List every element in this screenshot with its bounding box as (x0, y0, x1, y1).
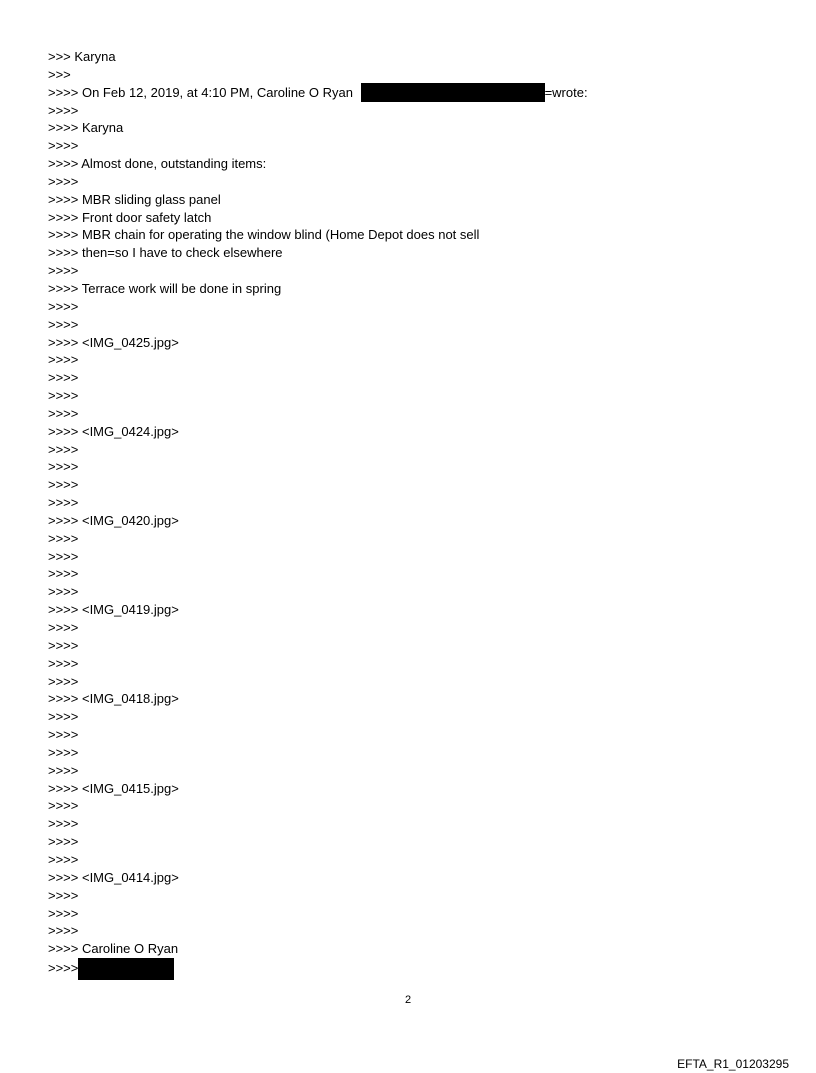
email-line-text: >>>> Caroline O Ryan (48, 941, 179, 957)
email-line (48, 173, 748, 191)
email-line-text: >>>> (48, 566, 79, 582)
email-line (48, 815, 748, 833)
email-line-text: >>>> (48, 905, 79, 921)
email-line (48, 655, 748, 673)
email-line (48, 744, 748, 762)
email-line-text: >>>> (48, 548, 79, 564)
email-line (48, 494, 748, 512)
email-line-text: >>>> (48, 709, 79, 725)
email-line (48, 244, 748, 262)
email-line (48, 191, 748, 209)
email-line-text: >>>> (48, 102, 79, 118)
email-line (48, 209, 748, 227)
email-line-text: >>>> (48, 923, 79, 939)
email-body (48, 48, 748, 976)
page-number: 2 (404, 994, 412, 1006)
email-line (48, 298, 748, 316)
email-line-text: >>>> (48, 263, 79, 279)
email-line-text: >>>> Almost done, outstanding items: (48, 156, 267, 172)
email-line-text: >>>> MBR sliding glass panel (48, 191, 221, 207)
email-line-text: >>> Karyna (48, 49, 116, 64)
email-line (48, 958, 748, 976)
email-line-text: >>>> (48, 298, 79, 314)
email-line (48, 262, 748, 280)
email-line-text: >>>> (48, 370, 79, 386)
email-line (48, 905, 748, 923)
email-line (48, 887, 748, 905)
email-line (48, 548, 748, 566)
wrote-suffix: =wrote: (544, 84, 588, 100)
email-line (48, 690, 748, 708)
email-line-text: >>>> (48, 816, 79, 832)
redaction-box (361, 83, 545, 102)
email-line (48, 619, 748, 637)
email-line (48, 869, 748, 887)
email-line (48, 155, 748, 173)
email-line (48, 369, 748, 387)
email-line-text: >>>> (48, 727, 79, 743)
email-line (48, 833, 748, 851)
email-line-text: >>>> (48, 744, 79, 760)
email-line-text: >>>> (48, 887, 79, 903)
email-line-text: >>>> MBR chain for operating the window blind (Home Depot does not sell (48, 227, 480, 243)
email-line-text: >>>> then=so I have to check elsewhere (48, 245, 283, 261)
email-line-text: >>>> (48, 620, 79, 635)
email-line (48, 458, 748, 476)
email-line-text: >>>> <IMG_0425.jpg> (48, 334, 179, 350)
email-line-text: >>>> (48, 316, 79, 332)
email-line (48, 530, 748, 548)
email-line-text: >>>> (48, 495, 79, 511)
email-line-text: >>>> Front door safety latch (48, 209, 212, 225)
email-line-text: >>>> (48, 173, 79, 189)
email-line (48, 637, 748, 655)
redaction-box (78, 958, 174, 980)
email-line (48, 922, 748, 940)
email-line-text: >>>> Terrace work will be done in spring (48, 280, 282, 296)
email-line-text: >>>> (48, 388, 79, 404)
email-line-text: >>>> (48, 530, 79, 546)
email-line-text: >>>> (48, 798, 79, 814)
email-line (48, 708, 748, 726)
email-line (48, 351, 748, 369)
email-line-text: >>>> <IMG_0415.jpg> (48, 780, 179, 796)
email-line-text: >>>> (48, 834, 79, 850)
email-line (48, 48, 748, 66)
email-line (48, 940, 748, 958)
email-line (48, 316, 748, 334)
email-line-text: >>>> (48, 655, 79, 671)
email-line (48, 102, 748, 120)
email-line-text: >>>> <IMG_0418.jpg> (48, 691, 179, 707)
email-line-text: >>>> (48, 441, 79, 457)
email-line-text: >>>> (48, 352, 79, 368)
email-line-text: >>>> (48, 673, 79, 689)
email-line-text: >>> (48, 66, 71, 82)
document-id: EFTA_R1_01203295 (677, 1057, 789, 1071)
email-line-text: >>>> On Feb 12, 2019, at 4:10 PM, Caroline O Ryan (48, 84, 357, 100)
email-line (48, 797, 748, 815)
email-line-text: >>>> (48, 138, 79, 154)
email-line (48, 405, 748, 423)
email-line-text: >>>> <IMG_0424.jpg> (48, 423, 179, 439)
email-line-text: >>>> <IMG_0419.jpg> (48, 602, 179, 618)
email-line (48, 601, 748, 619)
email-line (48, 226, 748, 244)
email-line-text: >>>> Karyna (48, 120, 124, 136)
email-line-text: >>>> (48, 960, 79, 976)
email-line (48, 512, 748, 530)
email-line (48, 423, 748, 441)
email-line-text: >>>> <IMG_0420.jpg> (48, 512, 179, 528)
email-line-text: >>>> (48, 637, 79, 653)
email-line-text: >>>> (48, 459, 79, 475)
email-line (48, 851, 748, 869)
email-line (48, 441, 748, 459)
email-line (48, 66, 748, 84)
email-line (48, 673, 748, 691)
email-line-text: >>>> (48, 762, 79, 778)
email-line (48, 280, 748, 298)
email-line (48, 119, 748, 137)
email-line-text: >>>> <IMG_0414.jpg> (48, 869, 179, 885)
email-line (48, 726, 748, 744)
email-line-text: >>>> (48, 584, 79, 600)
email-line (48, 780, 748, 798)
email-line (48, 565, 748, 583)
email-line (48, 476, 748, 494)
email-line-text: >>>> (48, 851, 79, 867)
email-line (48, 387, 748, 405)
email-line (48, 583, 748, 601)
email-line (48, 334, 748, 352)
email-line-text: >>>> (48, 477, 79, 493)
email-line-text: >>>> (48, 405, 79, 421)
email-line (48, 762, 748, 780)
email-line (48, 137, 748, 155)
email-line (48, 84, 748, 102)
